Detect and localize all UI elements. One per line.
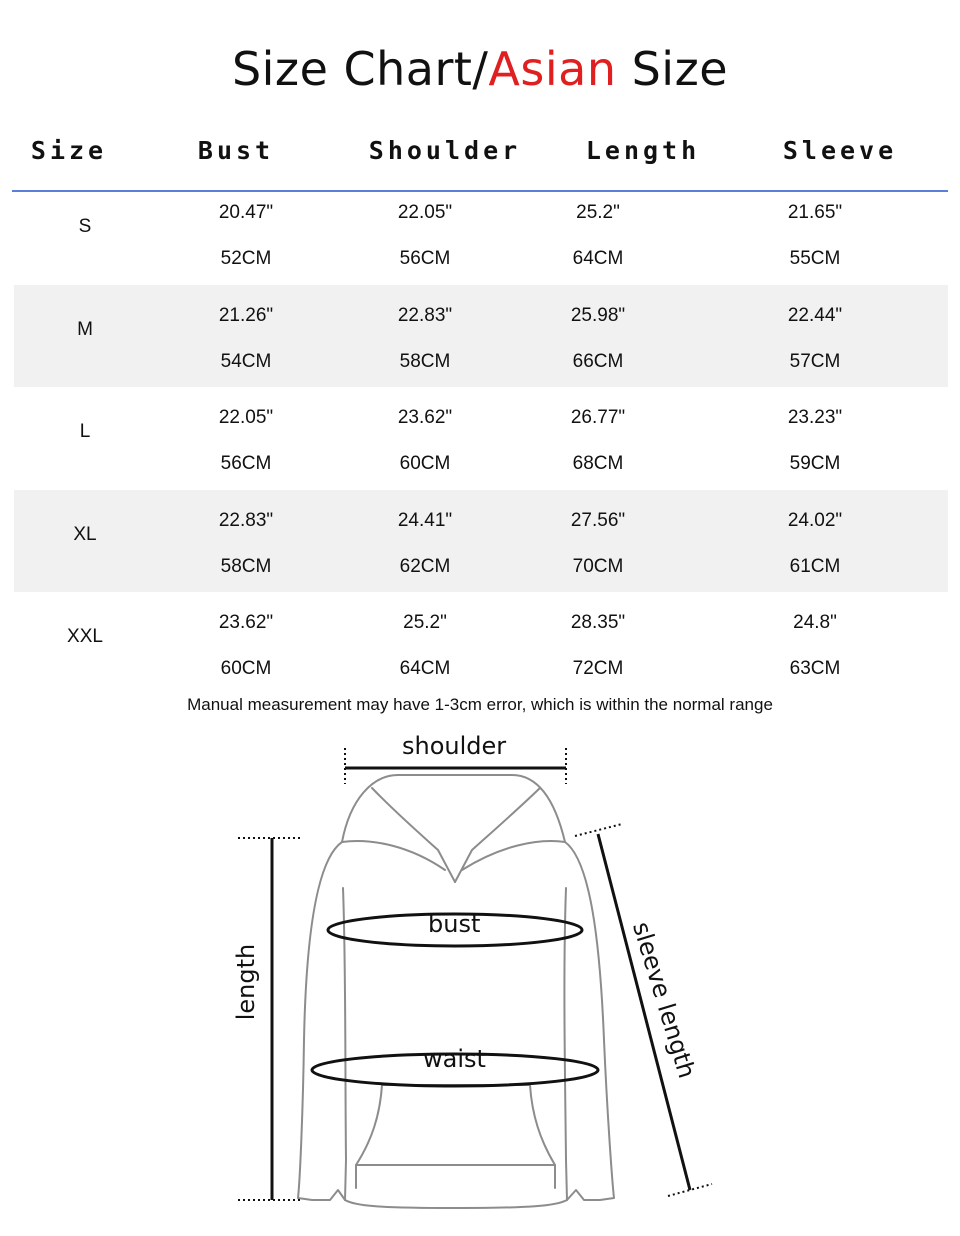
- sleeve-right-inner: [564, 888, 567, 1200]
- sleeve-inch-cell: 21.65": [787, 202, 843, 223]
- page-title: [0, 42, 960, 96]
- header-shoulder: Shoulder: [368, 136, 522, 165]
- hood-right-inner: [455, 788, 540, 882]
- length-cm-cell: 64CM: [572, 248, 624, 269]
- size-cell: M: [77, 318, 93, 340]
- size-cell: XL: [73, 523, 97, 545]
- bust-label: bust: [428, 910, 481, 938]
- shoulder-inch-cell: 25.2": [403, 612, 447, 633]
- bust-cm-cell: 58CM: [220, 555, 272, 577]
- shoulder-cm-cell: 62CM: [399, 555, 451, 577]
- length-inch-cell: 25.2": [576, 202, 620, 223]
- length-inch-cell: 28.35": [570, 612, 626, 633]
- sleeve-cm-cell: 55CM: [789, 248, 841, 269]
- length-cm-cell: 68CM: [572, 453, 624, 474]
- measurement-note: Manual measurement may have 1-3cm error, which is within the normal range: [187, 695, 773, 714]
- length-cm-cell: 66CM: [572, 350, 624, 372]
- bust-cm-cell: 60CM: [220, 658, 272, 679]
- title-accent: Asian: [488, 42, 617, 96]
- length-inch-cell: 25.98": [570, 304, 626, 326]
- sleeve-inch-cell: 22.44": [787, 304, 843, 326]
- shoulder-inch-cell: 23.62": [397, 407, 453, 428]
- body-right: [565, 842, 614, 1200]
- shoulder-cm-cell: 64CM: [399, 658, 451, 679]
- table-row: [14, 285, 948, 387]
- sleeve-cm-cell: 63CM: [789, 658, 841, 679]
- bust-cm-cell: 52CM: [220, 248, 272, 269]
- shoulder-label: shoulder: [402, 732, 507, 760]
- header-length: Length: [585, 136, 701, 165]
- length-cm-cell: 70CM: [572, 555, 624, 577]
- shoulder-cm-cell: 58CM: [399, 350, 451, 372]
- size-cell: S: [78, 216, 92, 237]
- bust-cm-cell: 56CM: [220, 453, 272, 474]
- title-tail: Size: [616, 42, 729, 96]
- shoulder-inch-cell: 22.83": [397, 304, 453, 326]
- bust-inch-cell: 22.83": [218, 509, 274, 531]
- sleeve-length-label: sleeve length: [626, 918, 702, 1082]
- length-label: length: [232, 943, 260, 1021]
- table-row: [14, 592, 948, 694]
- length-cm-cell: 72CM: [572, 658, 624, 679]
- sleeve-cm-cell: 57CM: [789, 350, 841, 372]
- sleeve-inch-cell: 23.23": [787, 407, 843, 428]
- waist-label: waist: [423, 1045, 486, 1073]
- shoulder-inch-cell: 24.41": [397, 509, 453, 531]
- shoulder-cm-cell: 60CM: [399, 453, 451, 474]
- bust-inch-cell: 20.47": [218, 202, 274, 223]
- header-sleeve: Sleeve: [782, 136, 898, 165]
- hoodie-diagram: [0, 720, 960, 1236]
- shoulder-cm-cell: 56CM: [399, 248, 451, 269]
- sleeve-inch-cell: 24.8": [793, 612, 837, 633]
- bust-inch-cell: 21.26": [218, 304, 274, 326]
- table-row: [14, 490, 948, 592]
- title-main: Size Chart/: [231, 42, 489, 96]
- sleeve-inch-cell: 24.02": [787, 509, 843, 531]
- shoulder-inch-cell: 22.05": [397, 202, 453, 223]
- bust-cm-cell: 54CM: [220, 350, 272, 372]
- hoodie-illustration: [0, 720, 960, 1236]
- kangaroo-pocket: [356, 1085, 555, 1165]
- hood-outline: [342, 775, 565, 842]
- size-cell: L: [79, 421, 91, 442]
- table-row: [14, 387, 948, 489]
- length-inch-cell: 27.56": [570, 509, 626, 531]
- sleeve-left-inner: [343, 888, 346, 1200]
- length-inch-cell: 26.77": [570, 407, 626, 428]
- sleeve-cm-cell: 59CM: [789, 453, 841, 474]
- header-bust: Bust: [197, 136, 275, 165]
- neck-left: [342, 841, 445, 870]
- size-cell: XXL: [67, 626, 103, 647]
- sleeve-cm-cell: 61CM: [789, 555, 841, 577]
- body-left: [298, 842, 345, 1200]
- body-hem: [345, 1200, 567, 1208]
- bust-inch-cell: 22.05": [218, 407, 274, 428]
- bust-inch-cell: 23.62": [218, 612, 274, 633]
- header-size: Size: [30, 136, 108, 165]
- table-row: [14, 182, 948, 284]
